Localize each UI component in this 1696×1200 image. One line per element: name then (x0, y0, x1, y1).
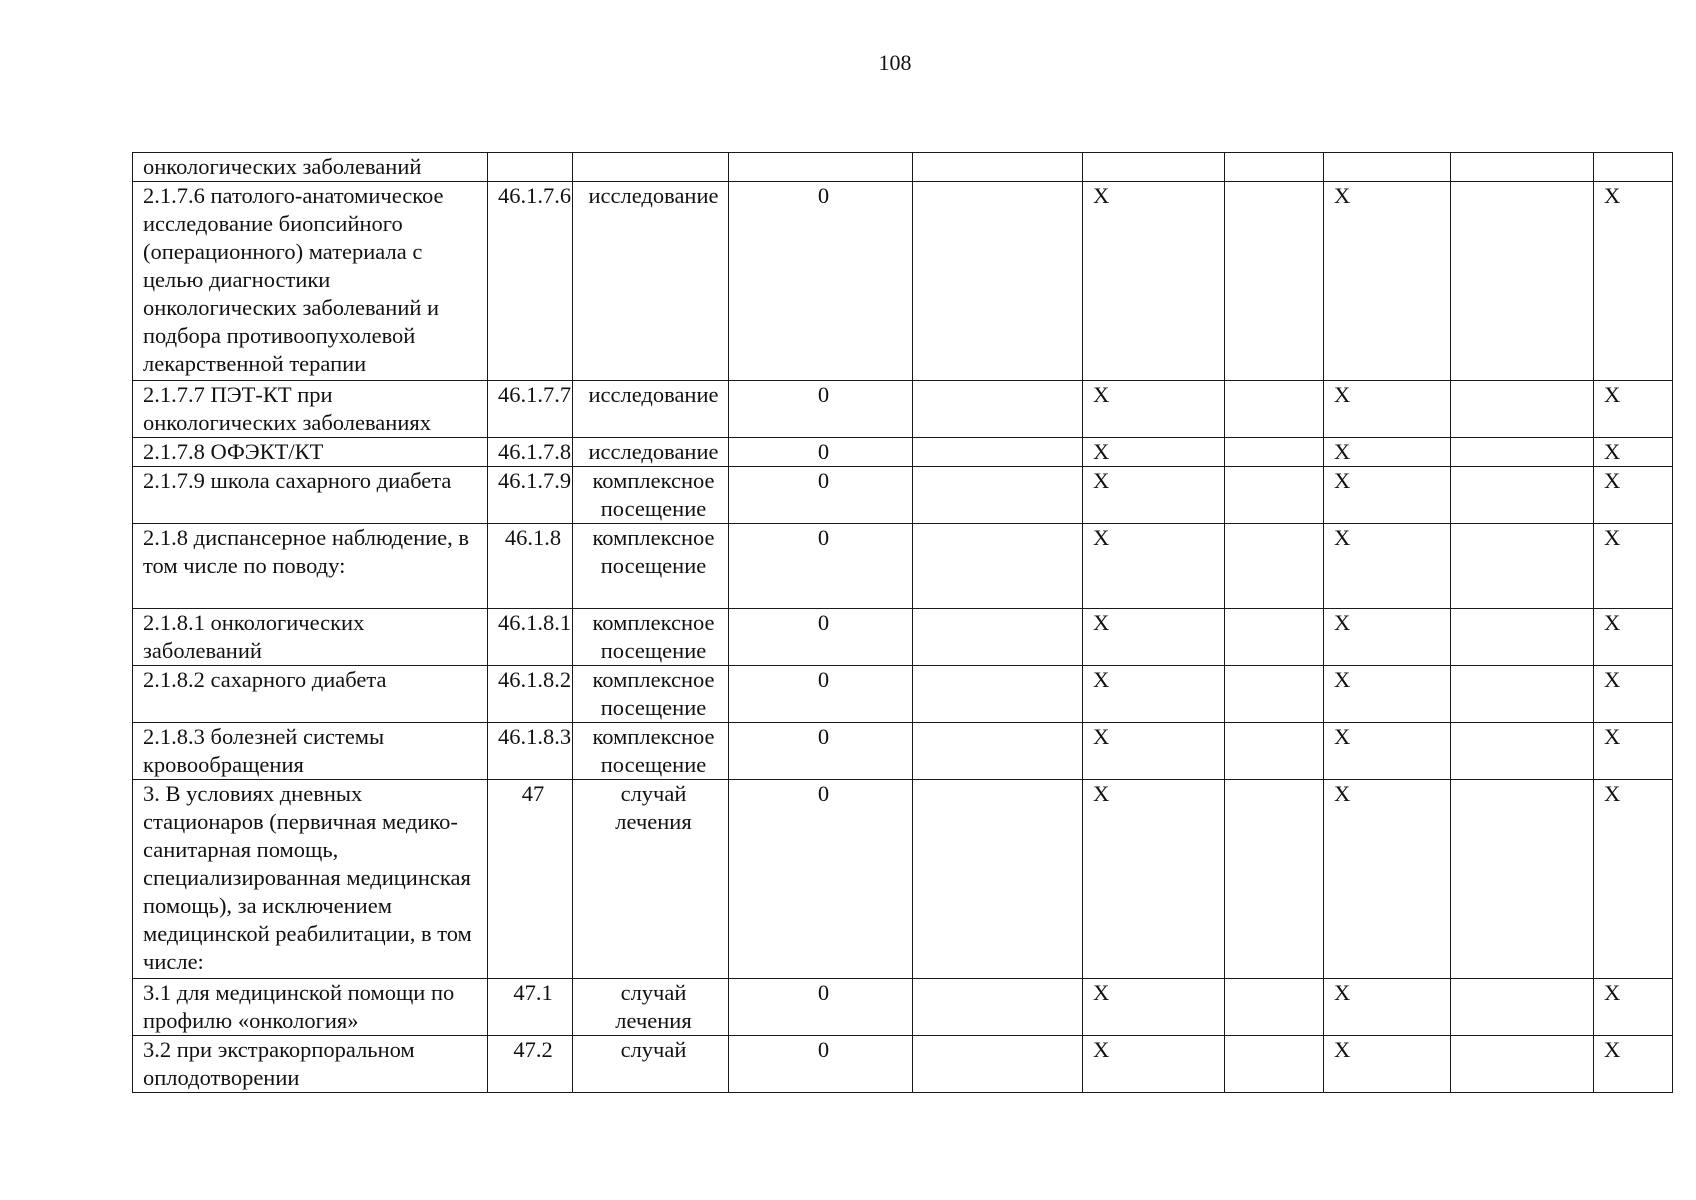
row-x-cell: X (1324, 609, 1451, 666)
empty-cell (1225, 467, 1324, 524)
row-x-cell: X (1324, 979, 1451, 1036)
row-unit-cell: комплексное посещение (573, 723, 729, 780)
row-value-cell: 0 (729, 438, 913, 467)
table-row (133, 467, 1673, 524)
row-value-cell: 0 (729, 524, 913, 609)
row-name-cell: онкологических заболеваний (133, 153, 488, 182)
empty-cell (1225, 438, 1324, 467)
row-name-cell: 2.1.8 диспансерное наблюдение, в том числе по поводу: (133, 524, 488, 609)
row-x-cell: X (1083, 666, 1225, 723)
row-x-cell: X (1594, 1036, 1673, 1093)
empty-cell (1225, 182, 1324, 381)
row-x-cell: X (1083, 182, 1225, 381)
row-x-cell: X (1594, 182, 1673, 381)
row-code-cell: 46.1.7.8 (488, 438, 573, 467)
empty-cell (1451, 153, 1594, 182)
empty-cell (1451, 666, 1594, 723)
table-row (133, 723, 1673, 780)
row-x-cell (1594, 153, 1673, 182)
row-value-cell: 0 (729, 609, 913, 666)
row-x-cell (1324, 153, 1451, 182)
row-unit-cell: случай лечения (573, 780, 729, 979)
row-unit-cell: исследование (573, 381, 729, 438)
empty-cell (913, 723, 1083, 780)
row-x-cell: X (1324, 524, 1451, 609)
row-value-cell: 0 (729, 780, 913, 979)
table-row (133, 381, 1673, 438)
empty-cell (1451, 780, 1594, 979)
row-code-cell: 47.1 (488, 979, 573, 1036)
empty-cell (913, 1036, 1083, 1093)
empty-cell (1451, 438, 1594, 467)
row-x-cell: X (1083, 1036, 1225, 1093)
table-row (133, 524, 1673, 609)
empty-cell (1225, 524, 1324, 609)
empty-cell (1225, 381, 1324, 438)
empty-cell (1225, 723, 1324, 780)
row-unit-cell: комплексное посещение (573, 666, 729, 723)
row-code-cell: 46.1.8.1 (488, 609, 573, 666)
table-row (133, 438, 1673, 467)
table-row (133, 666, 1673, 723)
empty-cell (1451, 609, 1594, 666)
row-code-cell: 47.2 (488, 1036, 573, 1093)
row-unit-cell: исследование (573, 182, 729, 381)
row-code-cell: 46.1.8 (488, 524, 573, 609)
row-unit-cell: комплексное посещение (573, 467, 729, 524)
empty-cell (913, 438, 1083, 467)
row-x-cell: X (1083, 438, 1225, 467)
row-name-cell: 2.1.7.7 ПЭТ-КТ при онкологических заболеваниях (133, 381, 488, 438)
row-unit-cell: случай (573, 1036, 729, 1093)
row-unit-cell: исследование (573, 438, 729, 467)
row-x-cell: X (1324, 438, 1451, 467)
row-name-cell: 3.2 при экстракорпоральном оплодотворении (133, 1036, 488, 1093)
row-x-cell: X (1324, 182, 1451, 381)
empty-cell (913, 182, 1083, 381)
row-value-cell: 0 (729, 182, 913, 381)
row-x-cell: X (1594, 524, 1673, 609)
empty-cell (1225, 666, 1324, 723)
row-x-cell (1083, 153, 1225, 182)
row-x-cell: X (1083, 979, 1225, 1036)
row-name-cell: 2.1.8.1 онкологических заболеваний (133, 609, 488, 666)
row-code-cell: 47 (488, 780, 573, 979)
table-row (133, 1036, 1673, 1093)
table-body (133, 153, 1673, 1093)
row-value-cell: 0 (729, 666, 913, 723)
row-x-cell: X (1083, 780, 1225, 979)
row-x-cell: X (1083, 381, 1225, 438)
row-x-cell: X (1594, 666, 1673, 723)
row-x-cell: X (1594, 467, 1673, 524)
empty-cell (913, 666, 1083, 723)
row-name-cell: 2.1.7.9 школа сахарного диабета (133, 467, 488, 524)
empty-cell (1225, 780, 1324, 979)
row-code-cell (488, 153, 573, 182)
empty-cell (1451, 467, 1594, 524)
table-row (133, 780, 1673, 979)
row-unit-cell: случай лечения (573, 979, 729, 1036)
row-value-cell: 0 (729, 467, 913, 524)
row-code-cell: 46.1.7.7 (488, 381, 573, 438)
row-x-cell: X (1594, 723, 1673, 780)
empty-cell (913, 524, 1083, 609)
row-unit-cell (573, 153, 729, 182)
row-value-cell: 0 (729, 723, 913, 780)
row-x-cell: X (1083, 524, 1225, 609)
empty-cell (913, 467, 1083, 524)
row-x-cell: X (1324, 467, 1451, 524)
page-number: 108 (878, 50, 912, 75)
row-x-cell: X (1594, 780, 1673, 979)
row-code-cell: 46.1.8.2 (488, 666, 573, 723)
row-value-cell (729, 153, 913, 182)
row-x-cell: X (1594, 979, 1673, 1036)
empty-cell (1225, 609, 1324, 666)
row-x-cell: X (1324, 723, 1451, 780)
empty-cell (1225, 979, 1324, 1036)
row-x-cell: X (1324, 1036, 1451, 1093)
row-name-cell: 2.1.8.3 болезней системы кровообращения (133, 723, 488, 780)
table-row (133, 182, 1673, 381)
empty-cell (1225, 1036, 1324, 1093)
row-x-cell: X (1594, 381, 1673, 438)
empty-cell (913, 153, 1083, 182)
row-value-cell: 0 (729, 381, 913, 438)
row-x-cell: X (1324, 666, 1451, 723)
empty-cell (1225, 153, 1324, 182)
row-x-cell: X (1324, 780, 1451, 979)
empty-cell (913, 979, 1083, 1036)
row-x-cell: X (1594, 438, 1673, 467)
row-name-cell: 2.1.8.2 сахарного диабета (133, 666, 488, 723)
empty-cell (1451, 182, 1594, 381)
row-code-cell: 46.1.8.3 (488, 723, 573, 780)
row-value-cell: 0 (729, 1036, 913, 1093)
indicators-table (132, 152, 1673, 1093)
row-code-cell: 46.1.7.9 (488, 467, 573, 524)
table-row (133, 979, 1673, 1036)
row-x-cell: X (1083, 467, 1225, 524)
row-name-cell: 2.1.7.6 патолого-анатомическое исследование биопсийного (операционного) материала с целью диагностики онкологических заболеваний и подбора противоопухолевой лекарственной терапии (133, 182, 488, 381)
row-unit-cell: комплексное посещение (573, 609, 729, 666)
row-x-cell: X (1083, 723, 1225, 780)
empty-cell (1451, 1036, 1594, 1093)
empty-cell (1451, 524, 1594, 609)
empty-cell (913, 609, 1083, 666)
row-x-cell: X (1594, 609, 1673, 666)
empty-cell (1451, 979, 1594, 1036)
row-unit-cell: комплексное посещение (573, 524, 729, 609)
row-x-cell: X (1324, 381, 1451, 438)
table-row (133, 153, 1673, 182)
empty-cell (1451, 723, 1594, 780)
row-value-cell: 0 (729, 979, 913, 1036)
row-name-cell: 3. В условиях дневных стационаров (первичная медико-санитарная помощь, специализированная медицинская помощь), за исключением медицинской реабилитации, в том числе: (133, 780, 488, 979)
table-row (133, 609, 1673, 666)
empty-cell (913, 381, 1083, 438)
row-x-cell: X (1083, 609, 1225, 666)
empty-cell (1451, 381, 1594, 438)
row-name-cell: 2.1.7.8 ОФЭКТ/КТ (133, 438, 488, 467)
empty-cell (913, 780, 1083, 979)
row-name-cell: 3.1 для медицинской помощи по профилю «онкология» (133, 979, 488, 1036)
row-code-cell: 46.1.7.6 (488, 182, 573, 381)
